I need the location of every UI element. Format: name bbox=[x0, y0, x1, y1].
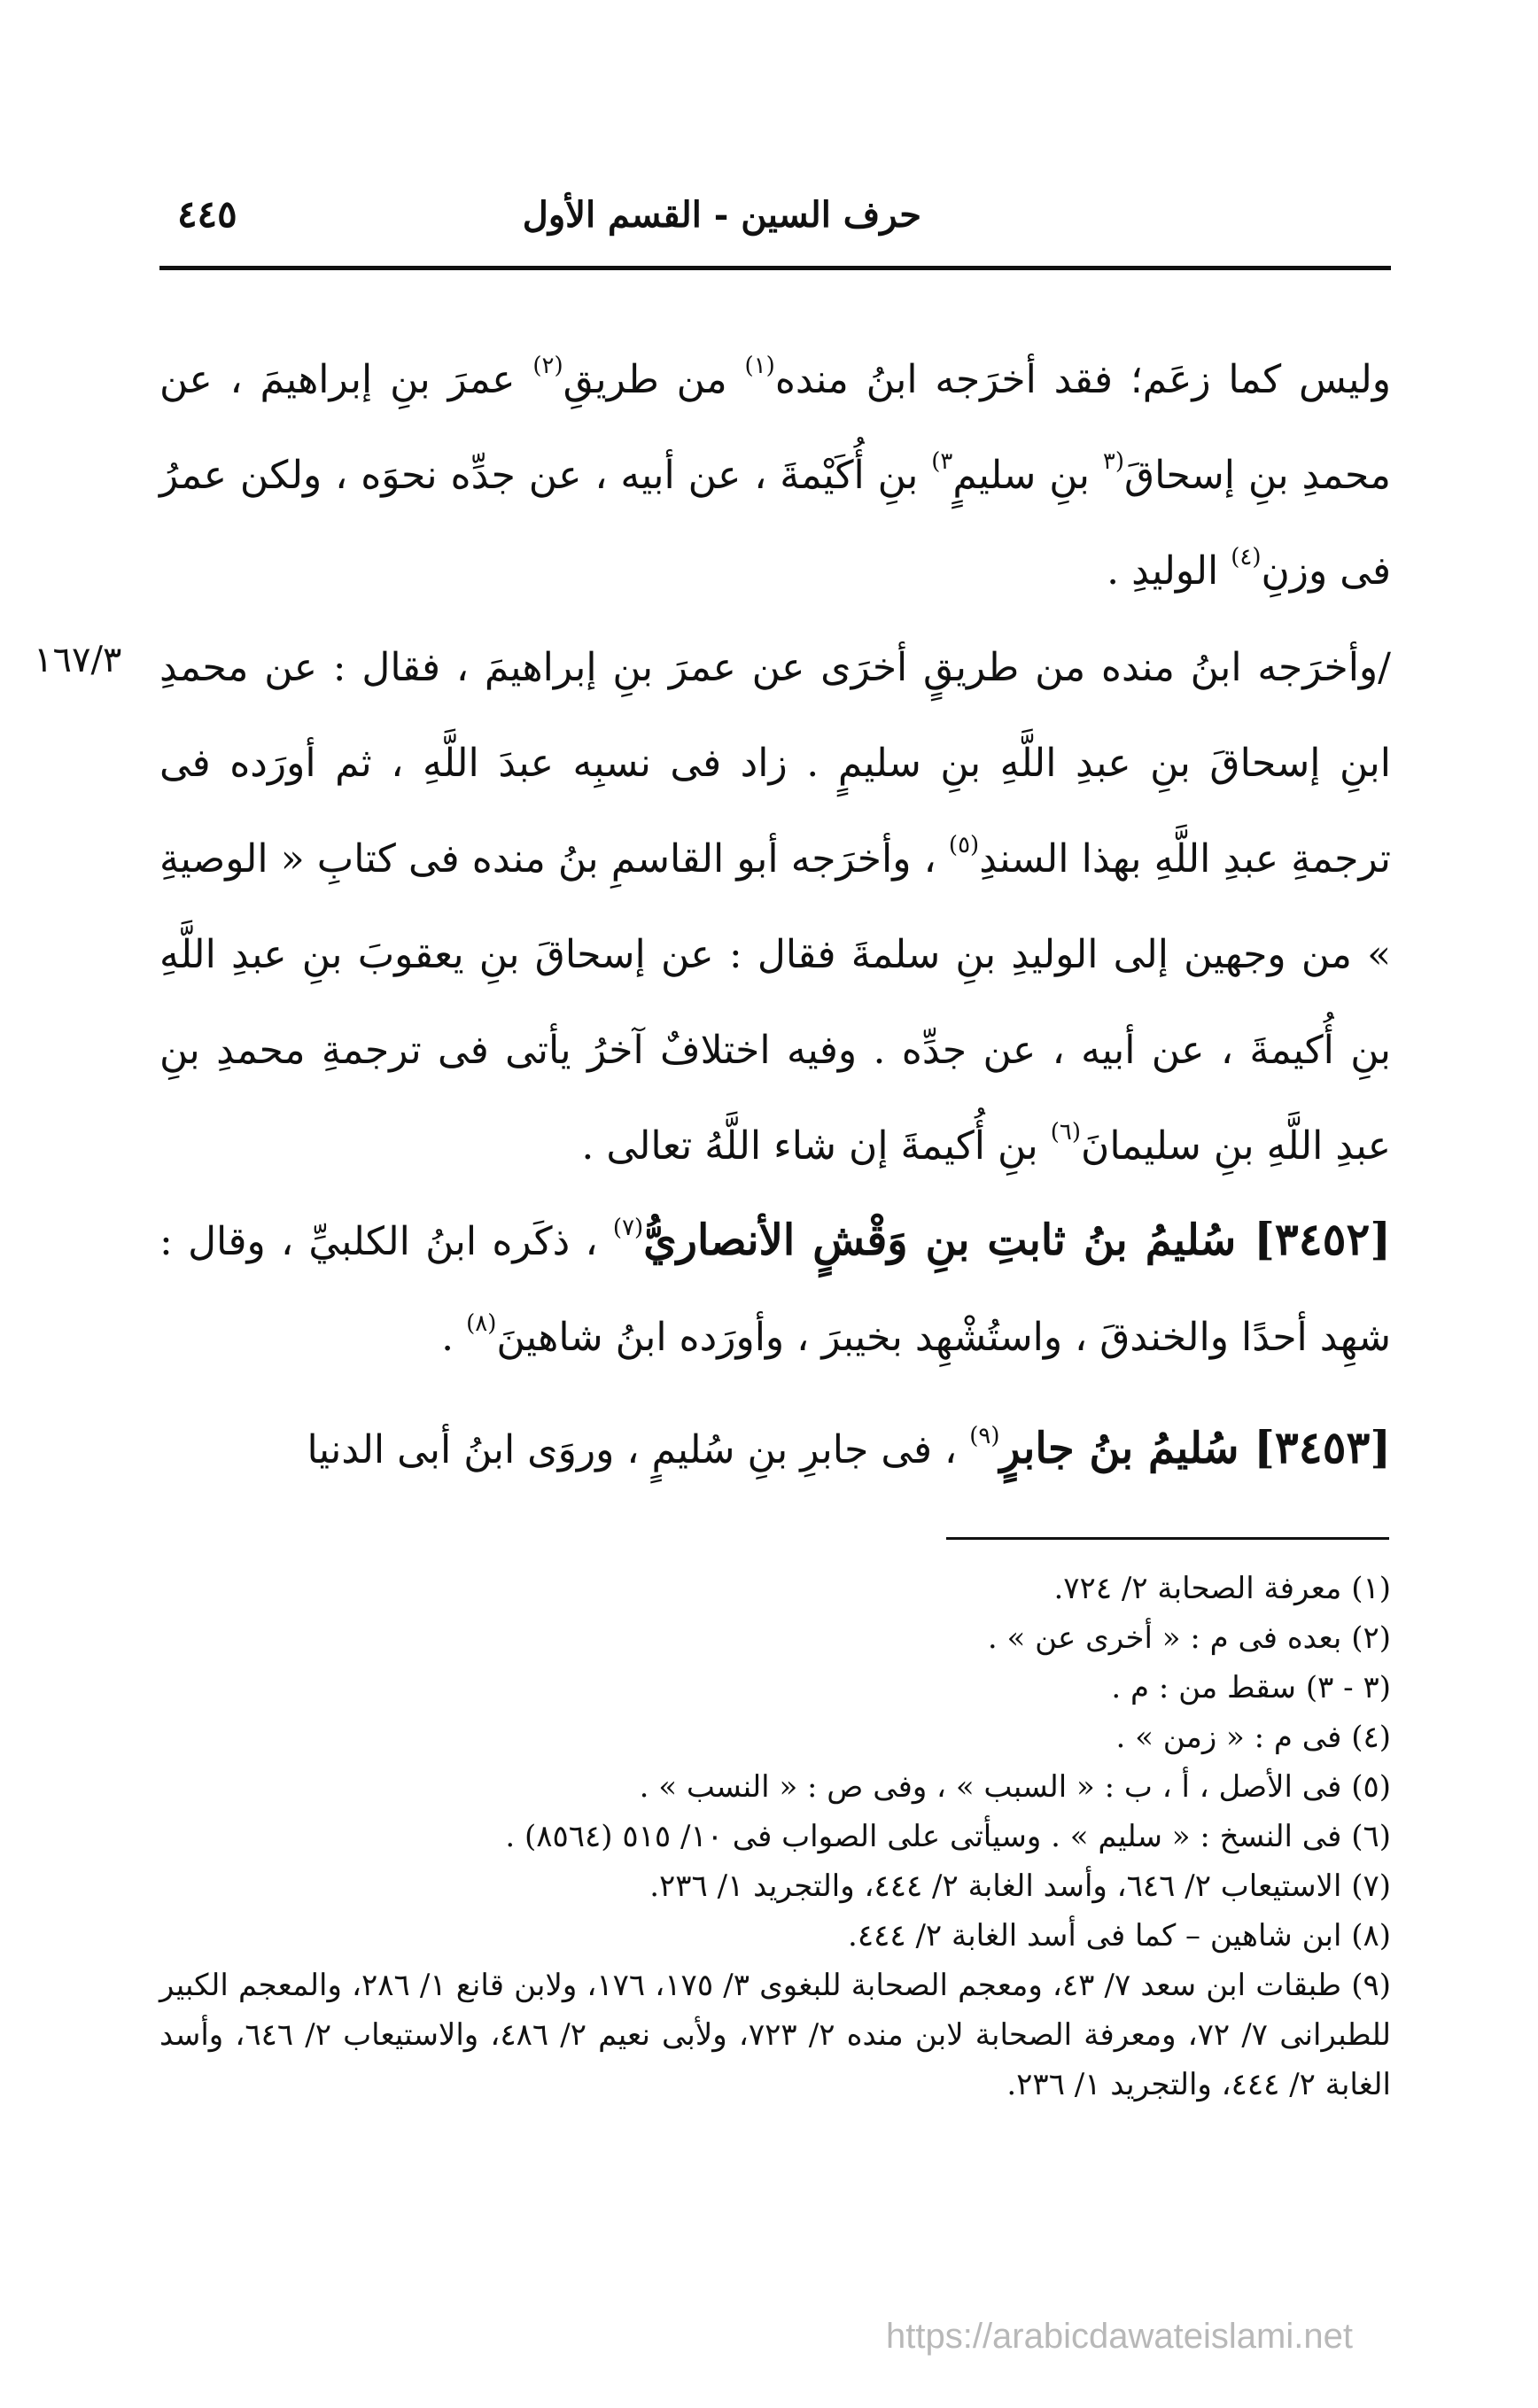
footnote-separator bbox=[946, 1537, 1389, 1540]
footnote-ref: (١) bbox=[744, 353, 775, 379]
footnotes bbox=[159, 1564, 1391, 2109]
footnote-6: (٦) فى النسخ : « سليم » . وسيأتى على الصواب فى ١٠/ ٥١٥ (٨٥٦٤) . bbox=[505, 1819, 1391, 1854]
text-run: عمرَ بنِ إبراهيمَ ، عن محمدِ بنِ إسحاقَ bbox=[159, 357, 1391, 498]
footnote-9: (٩) طبقات ابن سعد ٧/ ٤٣، ومعجم الصحابة للبغوى ٣/ ١٧٥، ١٧٦، ولابن قانع ١/ ٢٨٦، والمعجم الكبير للطبرانى ٧/ ٧٢، ومعرفة الصحابة لابن منده ٢/ ٧٢٣، ولأبى نعيم ٢/ ٤٨٦، والاستيعاب ٢/ ٦٤٦، وأسد الغابة ٢/ ٤٤٤، والتجريد ١/ ٢٣٦. bbox=[159, 1968, 1392, 2102]
text-run: وليس كما زعَم؛ فقد أخرَجه ابنُ منده bbox=[774, 357, 1391, 402]
entry-name: سُليمُ بنُ جابرٍ bbox=[999, 1424, 1254, 1473]
footnote-ref: (٣ bbox=[1102, 448, 1124, 475]
entry-3453 bbox=[159, 1400, 1391, 1498]
text-run: بنِ سليمٍ bbox=[952, 453, 1103, 498]
running-header bbox=[159, 190, 1382, 252]
entry-name: سُليمُ بنُ ثابتِ بنِ وَقْشٍ الأنصاريُّ bbox=[643, 1216, 1254, 1265]
footnote-ref: (٩) bbox=[969, 1423, 1000, 1449]
text-run: /وأخرَجه ابنُ منده من طريقٍ أخرَى عن عمرَ بنِ إبراهيمَ ، فقال : عن محمدِ ابنِ إسحاقَ بنِ عبدِ اللَّهِ بنِ سليمٍ . زاد فى نسبِه عبدَ اللَّهِ ، ثم أورَده فى ترجمةِ عبدِ اللَّهِ بهذا السندِ bbox=[159, 645, 1392, 882]
entry-number: [٣٤٥٣] bbox=[1254, 1421, 1391, 1473]
text-run: . bbox=[441, 1315, 467, 1360]
text-run: ، وأخرَجه أبو القاسمِ بنُ منده فى كتابِ « الوصيةِ » من وجهين إلى الوليدِ بنِ سلمةَ فقال : عن إسحاقَ بنِ يعقوبَ بنِ عبدِ اللَّهِ بنِ أُكيمةَ ، عن أبيه ، عن جدِّه . وفيه اختلافٌ آخرُ يأتى فى ترجمةِ محمدِ بنِ عبدِ اللَّهِ بنِ سليمانَ bbox=[159, 836, 1391, 1169]
footnote-4: (٤) فى م : « زمن » . bbox=[1115, 1720, 1391, 1755]
footnote-3: (٣ - ٣) سقط من : م . bbox=[1111, 1670, 1391, 1705]
footnote-ref: (٧) bbox=[612, 1215, 644, 1241]
footnote-ref: (٢) bbox=[532, 353, 563, 379]
entry-number: [٣٤٥٢] bbox=[1254, 1213, 1391, 1265]
footnote-ref: ٣) bbox=[931, 448, 953, 475]
footnote-2: (٢) بعده فى م : « أخرى عن » . bbox=[987, 1620, 1391, 1656]
watermark-url: https://arabicdawateislami.net bbox=[886, 2317, 1353, 2356]
header-title: حرف السين - القسم الأول bbox=[522, 194, 921, 236]
page-number: ٤٤٥ bbox=[177, 192, 237, 236]
text-run: ، ذكَره ابنُ الكلبيِّ ، وقال : شهِد أحدًا والخندقَ ، واستُشْهِد بخيبرَ ، وأورَده ابنُ شاهينَ bbox=[159, 1219, 1391, 1360]
text-run: من طريقِ bbox=[563, 357, 745, 402]
footnote-1: (١) معرفة الصحابة ٢/ ٧٢٤. bbox=[1053, 1571, 1391, 1606]
text-run: بنِ أُكَيْمةَ ، عن أبيه ، عن جدِّه نحوَه ، ولكن عمرُ فى وزنِ bbox=[159, 453, 1391, 594]
header-rule bbox=[159, 266, 1391, 270]
paragraph-2 bbox=[159, 620, 1391, 1194]
entry-3452 bbox=[159, 1192, 1391, 1386]
footnote-ref: (٤) bbox=[1231, 544, 1262, 571]
text-run: ، فى جابرِ بنِ سُليمٍ ، وروَى ابنُ أبى الدنيا bbox=[307, 1427, 970, 1472]
footnote-5: (٥) فى الأصل ، أ ، ب : « السبب » ، وفى ص : « النسب » . bbox=[639, 1769, 1391, 1805]
footnote-ref: (٦) bbox=[1050, 1119, 1082, 1146]
footnote-8: (٨) ابن شاهين – كما فى أسد الغابة ٢/ ٤٤٤. bbox=[848, 1918, 1391, 1954]
text-run: بنِ أُكيمةَ إن شاء اللَّهُ تعالى . bbox=[581, 1123, 1051, 1169]
footnote-ref: (٥) bbox=[948, 832, 980, 858]
footnote-ref: (٨) bbox=[466, 1310, 497, 1337]
footnote-7: (٧) الاستيعاب ٢/ ٦٤٦، وأسد الغابة ٢/ ٤٤٤، والتجريد ١/ ٢٣٦. bbox=[649, 1868, 1391, 1904]
margin-reference: ١٦٧/٣ bbox=[34, 640, 122, 680]
paragraph-1 bbox=[159, 332, 1391, 619]
text-run: الوليدِ . bbox=[1107, 548, 1231, 594]
